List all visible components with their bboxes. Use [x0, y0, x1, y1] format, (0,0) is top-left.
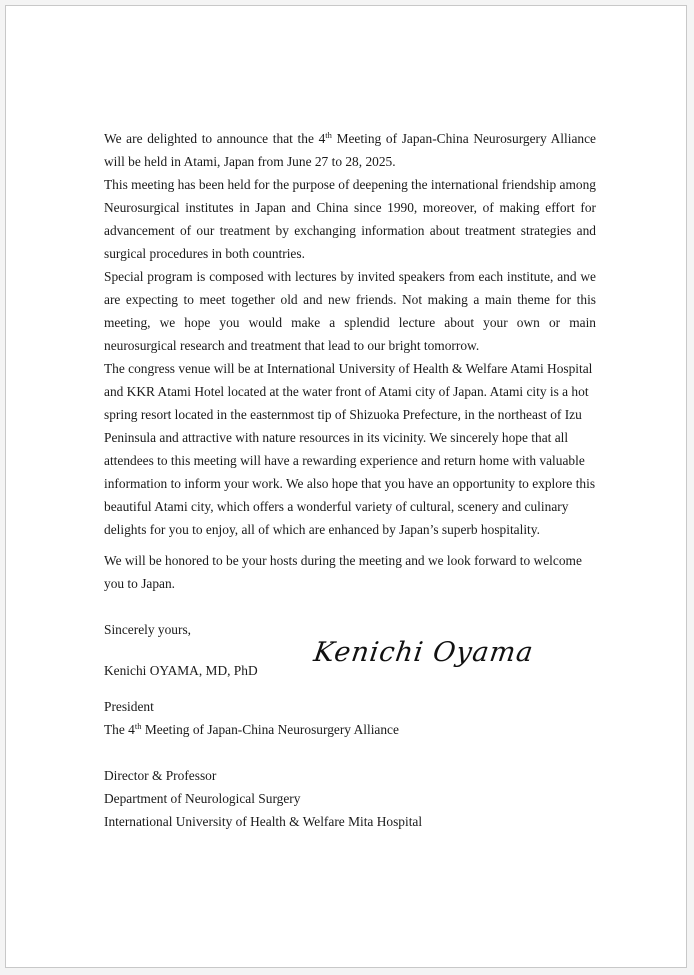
- letter-body: [104, 127, 596, 833]
- ordinal-suffix: th: [134, 721, 142, 731]
- signature-block: [104, 637, 596, 695]
- paragraph-program: Special program is composed with lectures by invited speakers from each institute, and we are expecting to meet together old and new friends. Not making a main theme for this meeting, we hope you would make a splendid lecture about your own or main neurosurgical research and treatment that lead to our bright tomorrow.: [104, 269, 596, 353]
- signer-title-director: Director & Professor: [104, 768, 217, 783]
- paragraph-purpose: This meeting has been held for the purpose of deepening the international friendship among Neurosurgical institutes in Japan and China since 1990, moreover, of making effort for advancement of our treatment by exchanging information about treatment strategies and surgical procedures in both countries.: [104, 177, 596, 261]
- ordinal-suffix: th: [325, 130, 332, 140]
- closing-salutation: Sincerely yours,: [104, 622, 192, 637]
- signer-department: Department of Neurological Surgery: [104, 791, 301, 806]
- announcement-text-end: Meeting of Japan-China Neurosurgery Alliance will be held in Atami, Japan from June 27 to 28, 2025.: [104, 131, 596, 169]
- signer-institution: International University of Health & Welfare Mita Hospital: [104, 814, 423, 829]
- handwritten-signature: Kenichi Oyama: [311, 637, 536, 668]
- paragraph-venue: The congress venue will be at International University of Health & Welfare Atami Hospital and KKR Atami Hotel located at the water front of Atami city of Japan. Atami city is a hot spring resort located in the easternmost tip of Shizuoka Prefecture, in the northeast of Izu Peninsula and attractive with nature resources in its vicinity. We sincerely hope that all attendees to this meeting will have a rewarding experience and return home with valuable information to inform your work. We also hope that you have an opportunity to explore this beautiful Atami city, which offers a wonderful variety of cultural, scenery and culinary delights for you to enjoy, all of which are enhanced by Japan’s superb hospitality.: [104, 361, 596, 537]
- signer-title-president: President: [104, 699, 154, 714]
- paragraph-announcement: [104, 127, 596, 173]
- signer-organization: [104, 718, 596, 741]
- announcement-text-start: We are delighted to announce that the 4: [104, 131, 326, 146]
- spacer: [104, 541, 596, 549]
- organization-text-start: The 4: [104, 722, 135, 737]
- organization-text-end: Meeting of Japan-China Neurosurgery Alliance: [141, 722, 399, 737]
- spacer: [104, 595, 596, 618]
- signer-name: Kenichi OYAMA, MD, PhD: [104, 663, 258, 678]
- letter-page: [5, 5, 687, 968]
- spacer: [104, 741, 596, 764]
- paragraph-welcome: We will be honored to be your hosts during the meeting and we look forward to welcome you to Japan.: [104, 553, 582, 591]
